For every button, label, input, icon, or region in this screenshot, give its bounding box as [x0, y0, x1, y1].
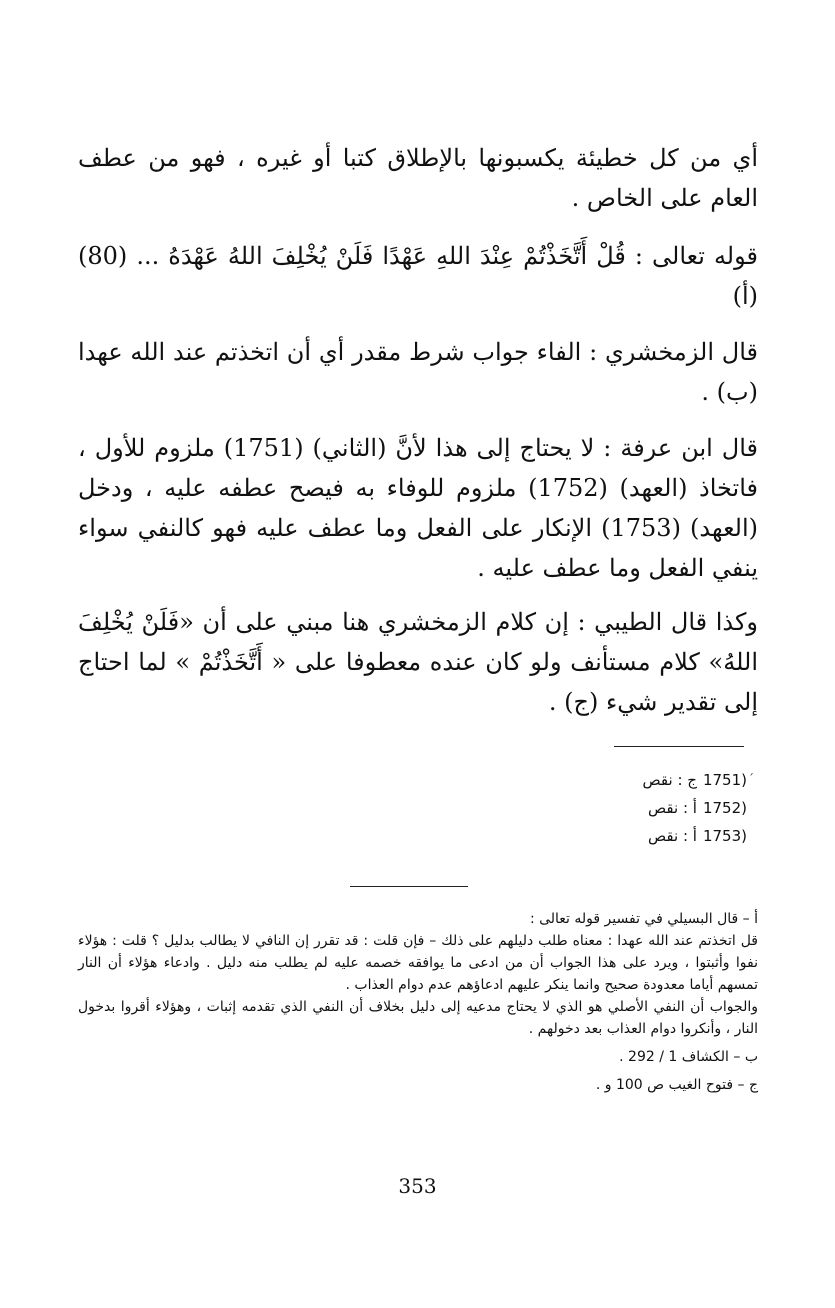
- page-number: 353: [398, 1174, 437, 1198]
- margin-mark: ˊ: [748, 772, 754, 786]
- commentary-a-text: والجواب أن النفي الأصلي هو الذي لا يحتاج مدعيه إلى دليل بخلاف أن النفي الذي تقدمه إثبات ، وهؤلاء أقروا بدخول النار ، وأنكروا دوام العذاب بعد دخولهم .: [78, 999, 758, 1037]
- footnote-text: أ : نقص: [648, 827, 697, 845]
- commentary-c: ج – فتوح الغيب ص 100 و .: [595, 1077, 758, 1093]
- paragraph-text: قال الزمخشري : الفاء جواب شرط مقدر أي أن اتخذتم عند الله عهدا (ب) .: [78, 338, 758, 406]
- footnote-number: (1753: [702, 827, 747, 845]
- footnote-text: أ : نقص: [648, 799, 697, 817]
- footnote-separator: [614, 746, 744, 747]
- commentary-a-head: أ – قال البسيلي في تفسير قوله تعالى :: [529, 911, 758, 927]
- footnote-number: (1751: [702, 771, 747, 789]
- paragraph-ibn-arafa: [78, 428, 758, 588]
- footnote-number: (1752: [702, 799, 747, 817]
- paragraph-text: قال ابن عرفة : لا يحتاج إلى هذا لأنَّ (الثاني) (1751) ملزوم للأول ، فاتخاذ (العهد) (1752) ملزوم للوفاء به فيصح عطفه عليه ، ودخل (العهد) (1753) الإنكار على الفعل وما عطف عليه فهو كالنفي سواء ينفي الفعل وما عطف عليه .: [78, 434, 758, 582]
- footnote-text: ج : نقص: [642, 771, 697, 789]
- paragraph-text: أي من كل خطيئة يكسبونها بالإطلاق كتبا أو غيره ، فهو من عطف العام على الخاص .: [78, 144, 758, 212]
- paragraph-tibi: [78, 602, 758, 722]
- footnotes-list: [643, 766, 747, 850]
- footnote-1752: [643, 794, 747, 822]
- paragraph-text: قوله تعالى : قُلْ أَتَّخَذْتُمْ عِنْدَ اللهِ عَهْدًا فَلَنْ يُخْلِفَ اللهُ عَهْدَهُ ... (80) (أ): [78, 242, 758, 310]
- paragraph-quran-verse: [78, 236, 758, 316]
- paragraph-1: [78, 138, 758, 218]
- paragraph-zamakhshari: [78, 332, 758, 412]
- commentary-separator: [350, 886, 468, 887]
- footnote-1751: [643, 766, 747, 794]
- paragraph-text: وكذا قال الطيبي : إن كلام الزمخشري هنا مبني على أن «فَلَنْ يُخْلِفَ اللهُ» كلام مستأنف ولو كان عنده معطوفا على « أَتَّخَذْتُمْ » لما احتاج إلى تقدير شيء (ج) .: [78, 608, 758, 716]
- footnote-1753: [643, 822, 747, 850]
- commentary-b: ب – الكشاف 1 / 292 .: [619, 1049, 758, 1065]
- commentary-notes: [78, 908, 758, 1096]
- commentary-a-text: قل اتخذتم عند الله عهدا : معناه طلب دليلهم على ذلك – فإن قلت : قد تقرر إن النافي لا يطالب بدليل ؟ قلت : هؤلاء نفوا وأثبتوا ، ويرد على هذا الجواب أن من ادعى ما يوافقه خصمه عليه لم يطلب منه دليل . وادعاء هؤلاء أن النار تمسهم أياما معدودة صحيح وانما ينكر عليهم ادعاؤهم عدم دوام العذاب .: [78, 933, 758, 993]
